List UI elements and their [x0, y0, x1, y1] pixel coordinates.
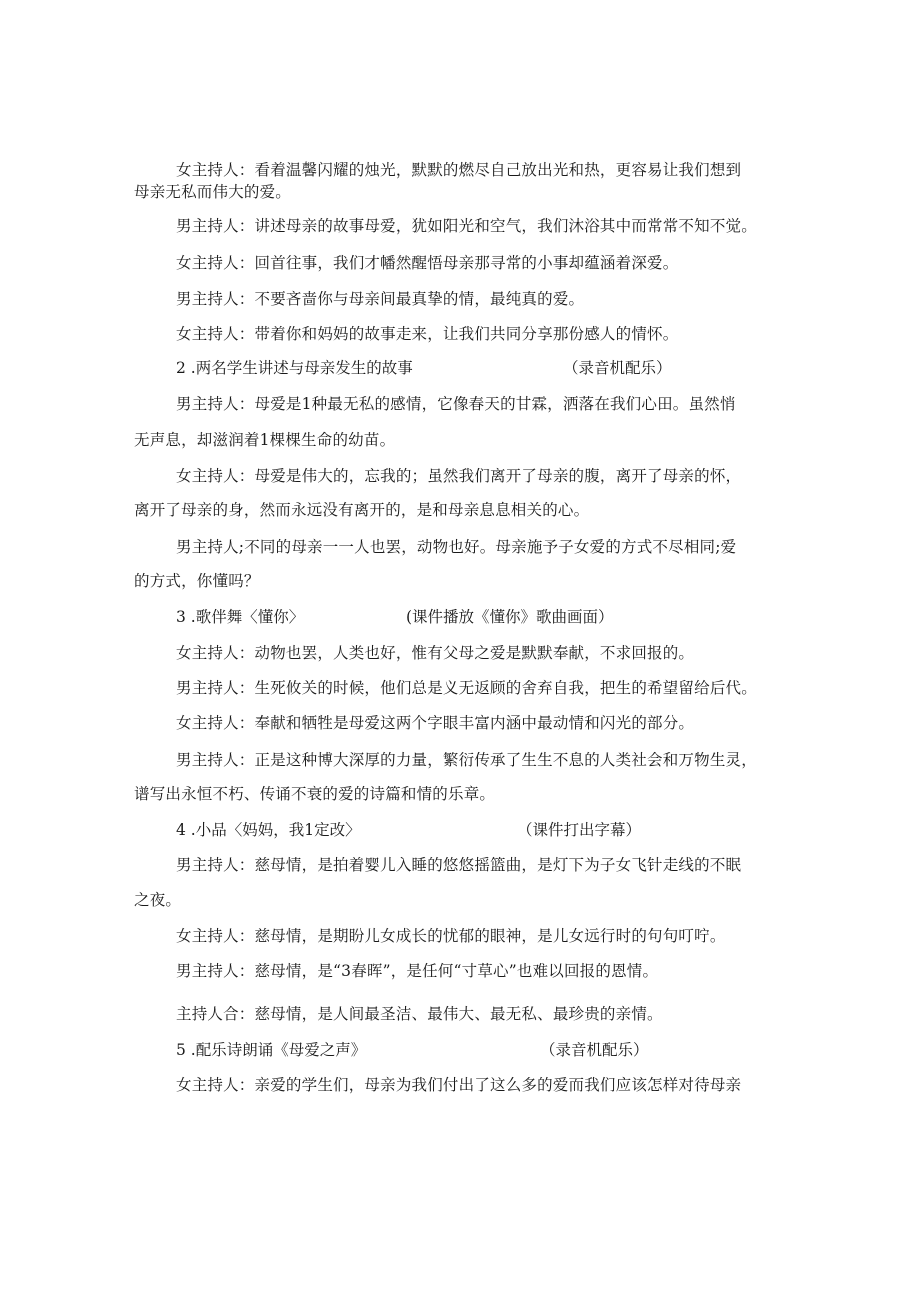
speaker-label: 男主持人： [176, 962, 255, 980]
section-heading: 2 .两名学生讲述与母亲发生的故事 [176, 359, 413, 377]
paragraph-line: 无声息，却滋润着1棵棵生命的幼苗。 [134, 431, 396, 449]
paragraph-line: 女主持人：动物也罢，人类也好，惟有父母之爱是默默奉献，不求回报的。 [176, 644, 695, 662]
speaker-label: 男主持人： [176, 751, 255, 769]
paragraph-line: 的方式，你懂吗？ [134, 572, 260, 590]
paragraph-line: 男主持人：正是这种博大深厚的力量，繁衍传承了生生不息的人类社会和万物生灵， [176, 751, 757, 769]
paragraph-line: 之夜。 [134, 891, 182, 909]
section-note: (课件播放《懂你》歌曲画面） [406, 608, 614, 626]
paragraph-line: 男主持人：生死攸关的时候，他们总是义无返顾的舍弃自我，把生的希望留给后代。 [176, 679, 757, 697]
paragraph-line: 男主持人：讲述母亲的故事母爱，犹如阳光和空气，我们沐浴其中而常常不知不觉。 [176, 217, 757, 235]
paragraph-line: 女主持人：慈母情，是期盼儿女成长的忧郁的眼神，是儿女远行时的句句叮咛。 [176, 927, 726, 945]
speaker-label: 男主持人： [176, 217, 255, 235]
speaker-label: 男主持人： [176, 856, 255, 874]
paragraph-line: 男主持人：不要吝啬你与母亲间最真挚的情，最纯真的爱。 [176, 290, 585, 308]
paragraph-line: 男主持人：慈母情，是拍着婴儿入睡的悠悠摇篮曲，是灯下为子女飞针走线的不眠 [176, 856, 742, 874]
paragraph-line: 母亲无私而伟大的爱。 [134, 183, 292, 201]
speaker-label: 女主持人： [176, 325, 255, 343]
speaker-label: 男主持人; [176, 538, 245, 556]
speaker-label: 男主持人： [176, 395, 255, 413]
section-note: （课件打出字幕） [517, 821, 642, 839]
speaker-label: 主持人合： [176, 1005, 255, 1023]
paragraph-line: 男主持人;不同的母亲一一人也罢，动物也好。母亲施予子女爱的方式不尽相同;爱 [176, 538, 737, 556]
section-heading: 4 .小品〈妈妈，我1定改〉 [176, 821, 361, 839]
speaker-label: 女主持人： [176, 714, 255, 732]
section-heading: 3 .歌伴舞〈懂你〉 [176, 608, 305, 626]
section-heading: 5 .配乐诗朗诵《母爱之声》 [176, 1041, 367, 1059]
section-note: （录音机配乐） [540, 1041, 649, 1059]
speaker-label: 男主持人： [176, 290, 255, 308]
speaker-label: 女主持人： [176, 161, 255, 179]
paragraph-line: 女主持人：亲爱的学生们，母亲为我们付出了这么多的爱而我们应该怎样对待母亲 [176, 1076, 742, 1094]
speaker-label: 男主持人： [176, 679, 255, 697]
speaker-label: 女主持人： [176, 927, 255, 945]
speaker-label: 女主持人： [176, 1076, 255, 1094]
section-note: （录音机配乐） [563, 359, 672, 377]
paragraph-line: 谱写出永恒不朽、传诵不衰的爱的诗篇和情的乐章。 [134, 785, 496, 803]
paragraph-line: 主持人合：慈母情，是人间最圣洁、最伟大、最无私、最珍贵的亲情。 [176, 1005, 663, 1023]
paragraph-line: 女主持人：奉献和牺牲是母爱这两个字眼丰富内涵中最动情和闪光的部分。 [176, 714, 695, 732]
speaker-label: 女主持人： [176, 467, 255, 485]
paragraph-line: 女主持人：母爱是伟大的，忘我的；虽然我们离开了母亲的腹，离开了母亲的怀， [176, 467, 742, 485]
paragraph-line: 女主持人：看着温馨闪耀的烛光，默默的燃尽自己放出光和热，更容易让我们想到 [176, 161, 742, 179]
speaker-label: 女主持人： [176, 254, 255, 272]
paragraph-line: 离开了母亲的身，然而永远没有离开的，是和母亲息息相关的心。 [134, 501, 590, 519]
paragraph-line: 女主持人：回首往事，我们才幡然醒悟母亲那寻常的小事却蕴涵着深爱。 [176, 254, 679, 272]
paragraph-line: 男主持人：慈母情，是“3春晖”，是任何“寸草心”也难以回报的恩情。 [176, 962, 659, 980]
paragraph-line: 女主持人：带着你和妈妈的故事走来，让我们共同分享那份感人的情怀。 [176, 325, 679, 343]
paragraph-line: 男主持人：母爱是1种最无私的感情，它像春天的甘霖，洒落在我们心田。虽然悄 [176, 395, 736, 413]
speaker-label: 女主持人： [176, 644, 255, 662]
